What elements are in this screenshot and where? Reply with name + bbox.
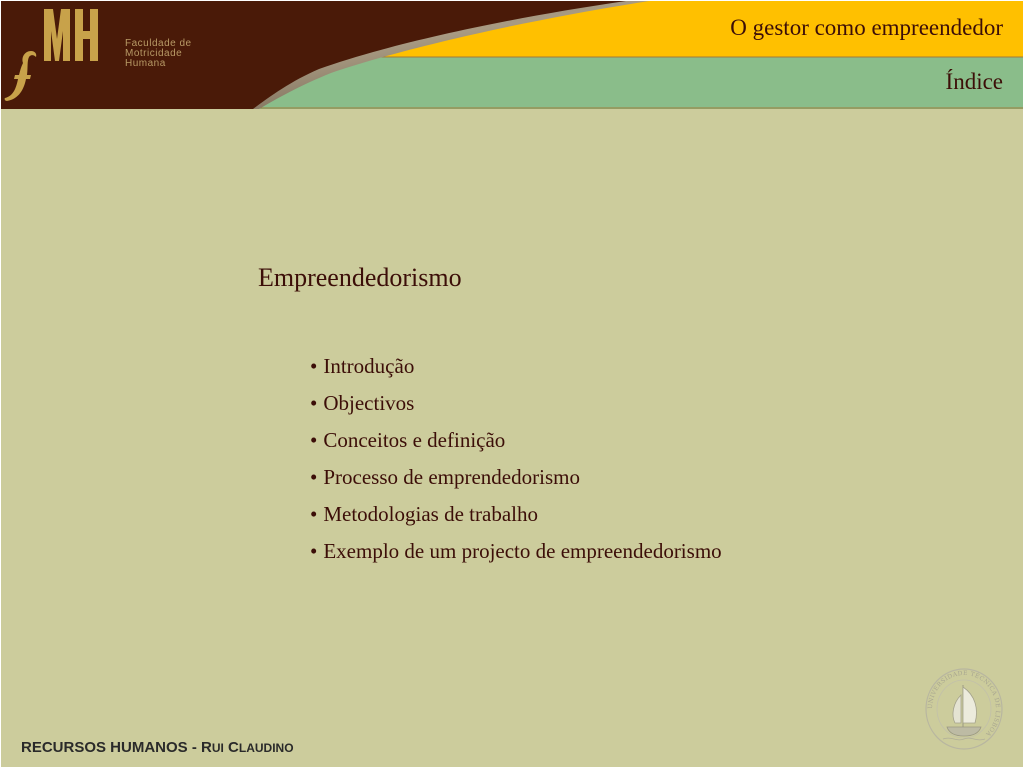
- footer-course: RECURSOS HUMANOS -: [21, 739, 202, 756]
- content-heading: Empreendedorismo: [258, 263, 462, 292]
- logo-line: Motricidade: [125, 48, 183, 59]
- slide: [1, 1, 1023, 767]
- presentation-title: O gestor como empreendedor: [730, 15, 1003, 40]
- footer-author-first-rest: UI: [211, 741, 224, 755]
- university-seal-ship-icon: [923, 665, 1005, 751]
- list-item: [310, 533, 722, 570]
- list-item: [310, 422, 722, 459]
- slide-title: Índice: [945, 69, 1003, 94]
- bullet: •: [310, 502, 318, 526]
- footer-course-author: [21, 739, 294, 756]
- list-item-label: Metodologias de trabalho: [323, 502, 538, 526]
- list-item: [310, 459, 722, 496]
- list-item-label: Processo de emprendedorismo: [323, 465, 580, 489]
- list-item-label: Introdução: [323, 354, 415, 378]
- logo-faculty-name: [125, 39, 192, 69]
- bullet: •: [310, 539, 318, 563]
- list-item: [310, 385, 722, 422]
- bullet: •: [310, 465, 318, 489]
- footer-author-first-initial: R: [201, 739, 212, 756]
- seal-motto: UNIVERSIDADE TÉCNICA DE LISBOA: [926, 669, 1002, 738]
- list-item-label: Exemplo de um projecto de empreendedorismo: [323, 539, 722, 563]
- list-item: [310, 496, 722, 533]
- bullet: •: [310, 428, 318, 452]
- index-list: [310, 348, 722, 570]
- list-item-label: Conceitos e definição: [323, 428, 506, 452]
- fmh-logo: [1, 1, 131, 105]
- slide-header: [1, 1, 1023, 109]
- bullet: •: [310, 391, 318, 415]
- list-item: [310, 348, 722, 385]
- logo-line: Faculdade de: [125, 38, 192, 49]
- footer-author-last-rest: LAUDINO: [238, 741, 294, 755]
- logo-line: Humana: [125, 58, 166, 69]
- list-item-label: Objectivos: [323, 391, 415, 415]
- bullet: •: [310, 354, 318, 378]
- footer-author-last-initial: C: [228, 739, 239, 756]
